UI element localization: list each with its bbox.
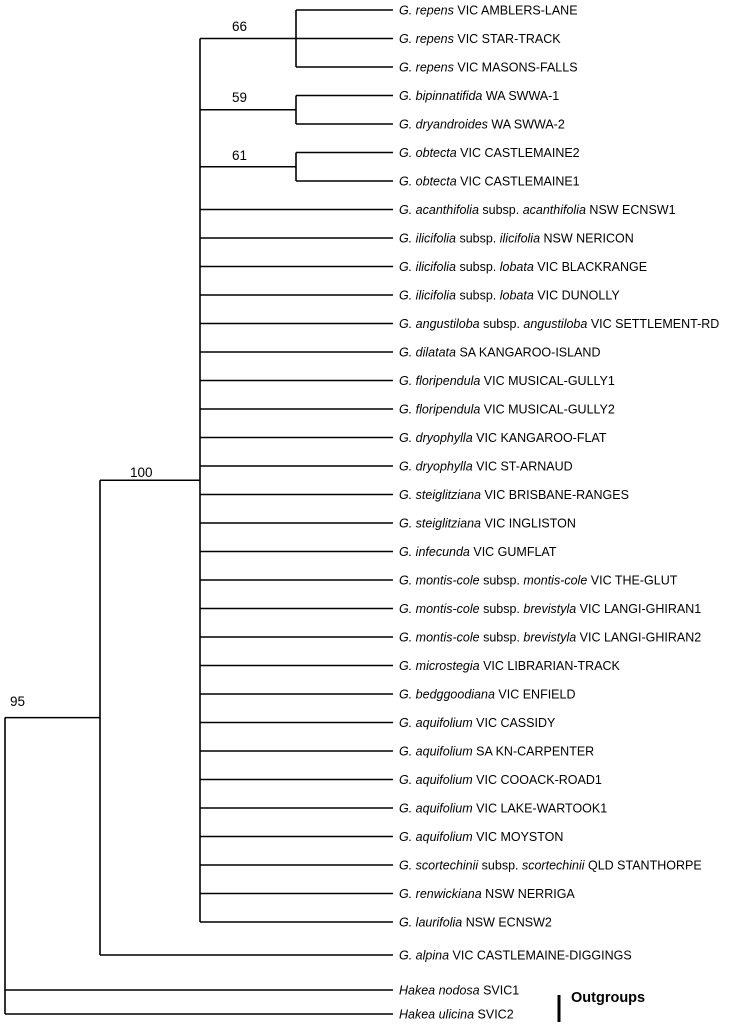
taxon-name-plain: NSW ECNSW2 xyxy=(462,915,552,930)
support-values xyxy=(10,19,247,709)
taxon-label xyxy=(399,517,576,531)
taxon-name-italic: G. montis-cole xyxy=(399,630,480,645)
taxon-name-italic: G. aquifolium xyxy=(399,773,473,787)
taxon-name-italic: G. ilicifolia xyxy=(399,231,456,246)
taxon-name-plain: VIC SETTLEMENT-RD xyxy=(587,317,720,331)
taxon-name-italic: montis-cole xyxy=(523,573,588,588)
taxon-name-plain: VIC MUSICAL-GULLY1 xyxy=(480,374,615,388)
taxon-name-plain: VIC ENFIELD xyxy=(494,687,576,702)
taxon-name-plain: VIC AMBLERS-LANE xyxy=(453,3,578,18)
taxon-name-plain: VIC DUNOLLY xyxy=(533,288,620,303)
taxon-name-plain: SA KN-CARPENTER xyxy=(472,744,595,759)
taxon-label xyxy=(399,4,578,18)
taxon-name-plain: NSW ECNSW1 xyxy=(585,203,676,217)
taxon-label xyxy=(399,260,647,274)
taxon-name-italic: G. repens xyxy=(399,32,454,46)
taxon-name-italic: G. obtecta xyxy=(399,174,457,189)
taxon-label xyxy=(399,830,563,844)
taxon-name-italic: G. repens xyxy=(399,60,454,75)
support-value-100: 100 xyxy=(130,465,153,480)
taxon-name-italic: lobata xyxy=(499,260,534,274)
taxon-name-italic: brevistyla xyxy=(523,602,577,616)
taxon-label xyxy=(399,317,719,331)
taxon-name-italic: G. aquifolium xyxy=(399,830,473,844)
taxon-name-italic: G. steiglitziana xyxy=(399,516,481,531)
taxon-name-plain: VIC MASONS-FALLS xyxy=(453,60,578,75)
taxon-name-italic: Hakea ulicina xyxy=(399,1007,475,1022)
taxon-label xyxy=(399,659,621,673)
taxon-name-plain: VIC LANGI-GHIRAN1 xyxy=(576,602,702,616)
taxon-name-plain: VIC CASTLEMAINE1 xyxy=(456,174,580,189)
taxon-name-italic: G. alpina xyxy=(399,948,450,963)
taxon-name-plain: VIC CASTLEMAINE-DIGGINGS xyxy=(449,948,632,963)
taxon-name-italic: lobata xyxy=(499,288,534,303)
taxon-name-italic: G. steiglitziana xyxy=(399,488,481,502)
taxon-label xyxy=(399,232,634,246)
taxon-label xyxy=(399,688,576,702)
taxon-name-italic: G. aquifolium xyxy=(399,716,473,730)
taxon-name-plain: VIC ST-ARNAUD xyxy=(472,459,573,474)
taxon-name-plain: VIC MOYSTON xyxy=(472,830,564,844)
outgroup-label: Outgroups xyxy=(571,990,646,1006)
taxon-name-plain: NSW NERICON xyxy=(540,231,634,246)
taxon-name-italic: G. ilicifolia xyxy=(399,288,456,303)
taxon-name-italic: G. dilatata xyxy=(399,345,456,360)
taxon-name-plain: VIC KANGAROO-FLAT xyxy=(472,431,607,445)
taxon-name-plain: subsp. xyxy=(478,203,523,217)
taxon-label xyxy=(399,89,559,103)
taxon-label xyxy=(399,984,519,998)
taxon-name-plain: subsp. xyxy=(479,573,524,588)
taxon-name-plain: subsp. xyxy=(455,231,500,246)
taxon-label xyxy=(399,574,678,588)
taxon-name-plain: SVIC2 xyxy=(474,1007,514,1022)
taxon-label xyxy=(399,460,573,474)
taxon-name-italic: G. laurifolia xyxy=(399,915,463,930)
taxon-label xyxy=(399,1008,514,1022)
taxon-name-italic: G. bipinnatifida xyxy=(399,89,483,103)
taxon-name-plain: subsp. xyxy=(455,288,500,303)
support-value-95: 95 xyxy=(10,694,26,709)
taxon-name-italic: acanthifolia xyxy=(522,203,586,217)
taxon-label xyxy=(399,716,556,730)
taxon-name-plain: VIC BRISBANE-RANGES xyxy=(480,488,629,502)
taxon-name-plain: VIC BLACKRANGE xyxy=(533,260,648,274)
taxon-name-italic: ilicifolia xyxy=(499,231,541,246)
taxon-name-plain: NSW NERRIGA xyxy=(481,887,575,901)
taxon-name-plain: VIC LIBRARIAN-TRACK xyxy=(479,659,620,673)
taxon-name-plain: VIC CASTLEMAINE2 xyxy=(456,146,580,160)
taxon-label xyxy=(399,346,600,360)
taxon-labels xyxy=(399,4,719,1022)
taxon-name-plain: VIC CASSIDY xyxy=(472,716,556,730)
taxon-name-plain: VIC INGLISTON xyxy=(480,516,576,531)
taxon-label xyxy=(399,887,575,901)
taxon-label xyxy=(399,203,676,217)
taxon-name-plain: subsp. xyxy=(479,602,524,616)
taxon-label xyxy=(399,631,701,645)
taxon-name-italic: angustiloba xyxy=(523,317,588,331)
taxon-label xyxy=(399,403,615,417)
taxon-name-italic: G. repens xyxy=(399,3,454,18)
taxon-name-italic: G. aquifolium xyxy=(399,801,473,816)
taxon-name-italic: G. infecunda xyxy=(399,545,470,559)
taxon-name-italic: G. angustiloba xyxy=(399,317,480,331)
support-value-61: 61 xyxy=(232,148,248,163)
taxon-name-plain: subsp. xyxy=(479,630,524,645)
taxon-name-plain: VIC LAKE-WARTOOK1 xyxy=(472,801,608,816)
taxon-name-italic: brevistyla xyxy=(523,630,577,645)
taxon-name-plain: subsp. xyxy=(479,317,524,331)
taxon-name-italic: G. montis-cole xyxy=(399,573,480,588)
tree-branches xyxy=(5,10,393,1014)
taxon-name-plain: VIC STAR-TRACK xyxy=(453,32,561,46)
taxon-name-italic: G. floripendula xyxy=(399,402,481,417)
taxon-name-plain: VIC MUSICAL-GULLY2 xyxy=(480,402,615,417)
taxon-name-plain: QLD STANTHORPE xyxy=(584,858,702,873)
taxon-name-plain: VIC THE-GLUT xyxy=(587,573,678,588)
taxon-name-italic: scortechinii xyxy=(521,858,585,873)
taxon-label xyxy=(399,374,615,388)
support-value-59: 59 xyxy=(232,90,248,105)
taxon-label xyxy=(399,289,620,303)
taxon-label xyxy=(399,602,701,616)
taxon-name-italic: G. obtecta xyxy=(399,146,457,160)
support-value-66: 66 xyxy=(232,19,248,34)
taxon-label xyxy=(399,545,557,559)
taxon-label xyxy=(399,745,594,759)
taxon-name-plain: VIC COOACK-ROAD1 xyxy=(472,773,602,787)
taxon-name-plain: SVIC1 xyxy=(479,983,520,998)
taxon-label xyxy=(399,916,552,930)
taxon-name-italic: G. aquifolium xyxy=(399,744,473,759)
taxon-name-italic: G. montis-cole xyxy=(399,602,480,616)
taxon-name-plain: subsp. xyxy=(478,858,522,873)
taxon-name-italic: Hakea nodosa xyxy=(399,983,480,998)
taxon-label xyxy=(399,488,629,502)
taxon-name-italic: G. floripendula xyxy=(399,374,481,388)
taxon-label xyxy=(399,949,632,963)
taxon-label xyxy=(399,802,607,816)
taxon-name-italic: G. ilicifolia xyxy=(399,260,456,274)
taxon-label xyxy=(399,61,578,75)
taxon-label xyxy=(399,859,702,873)
taxon-name-italic: G. bedggoodiana xyxy=(399,687,495,702)
taxon-label xyxy=(399,118,565,132)
taxon-name-italic: G. dryophylla xyxy=(399,459,473,474)
taxon-name-italic: G. renwickiana xyxy=(399,887,482,901)
taxon-name-plain: VIC GUMFLAT xyxy=(469,545,557,559)
taxon-name-italic: G. acanthifolia xyxy=(399,203,479,217)
taxon-label xyxy=(399,773,602,787)
taxon-name-plain: SA KANGAROO-ISLAND xyxy=(455,345,601,360)
taxon-name-italic: G. scortechinii xyxy=(399,858,479,873)
taxon-label xyxy=(399,175,580,189)
taxon-name-italic: G. dryandroides xyxy=(399,117,488,132)
taxon-name-plain: subsp. xyxy=(455,260,500,274)
taxon-label xyxy=(399,146,580,160)
taxon-name-italic: G. microstegia xyxy=(399,659,480,673)
taxon-name-plain: WA SWWA-2 xyxy=(487,117,565,132)
taxon-name-plain: VIC LANGI-GHIRAN2 xyxy=(576,630,702,645)
taxon-name-italic: G. dryophylla xyxy=(399,431,473,445)
taxon-label xyxy=(399,32,561,46)
taxon-name-plain: WA SWWA-1 xyxy=(482,89,560,103)
taxon-label xyxy=(399,431,607,445)
